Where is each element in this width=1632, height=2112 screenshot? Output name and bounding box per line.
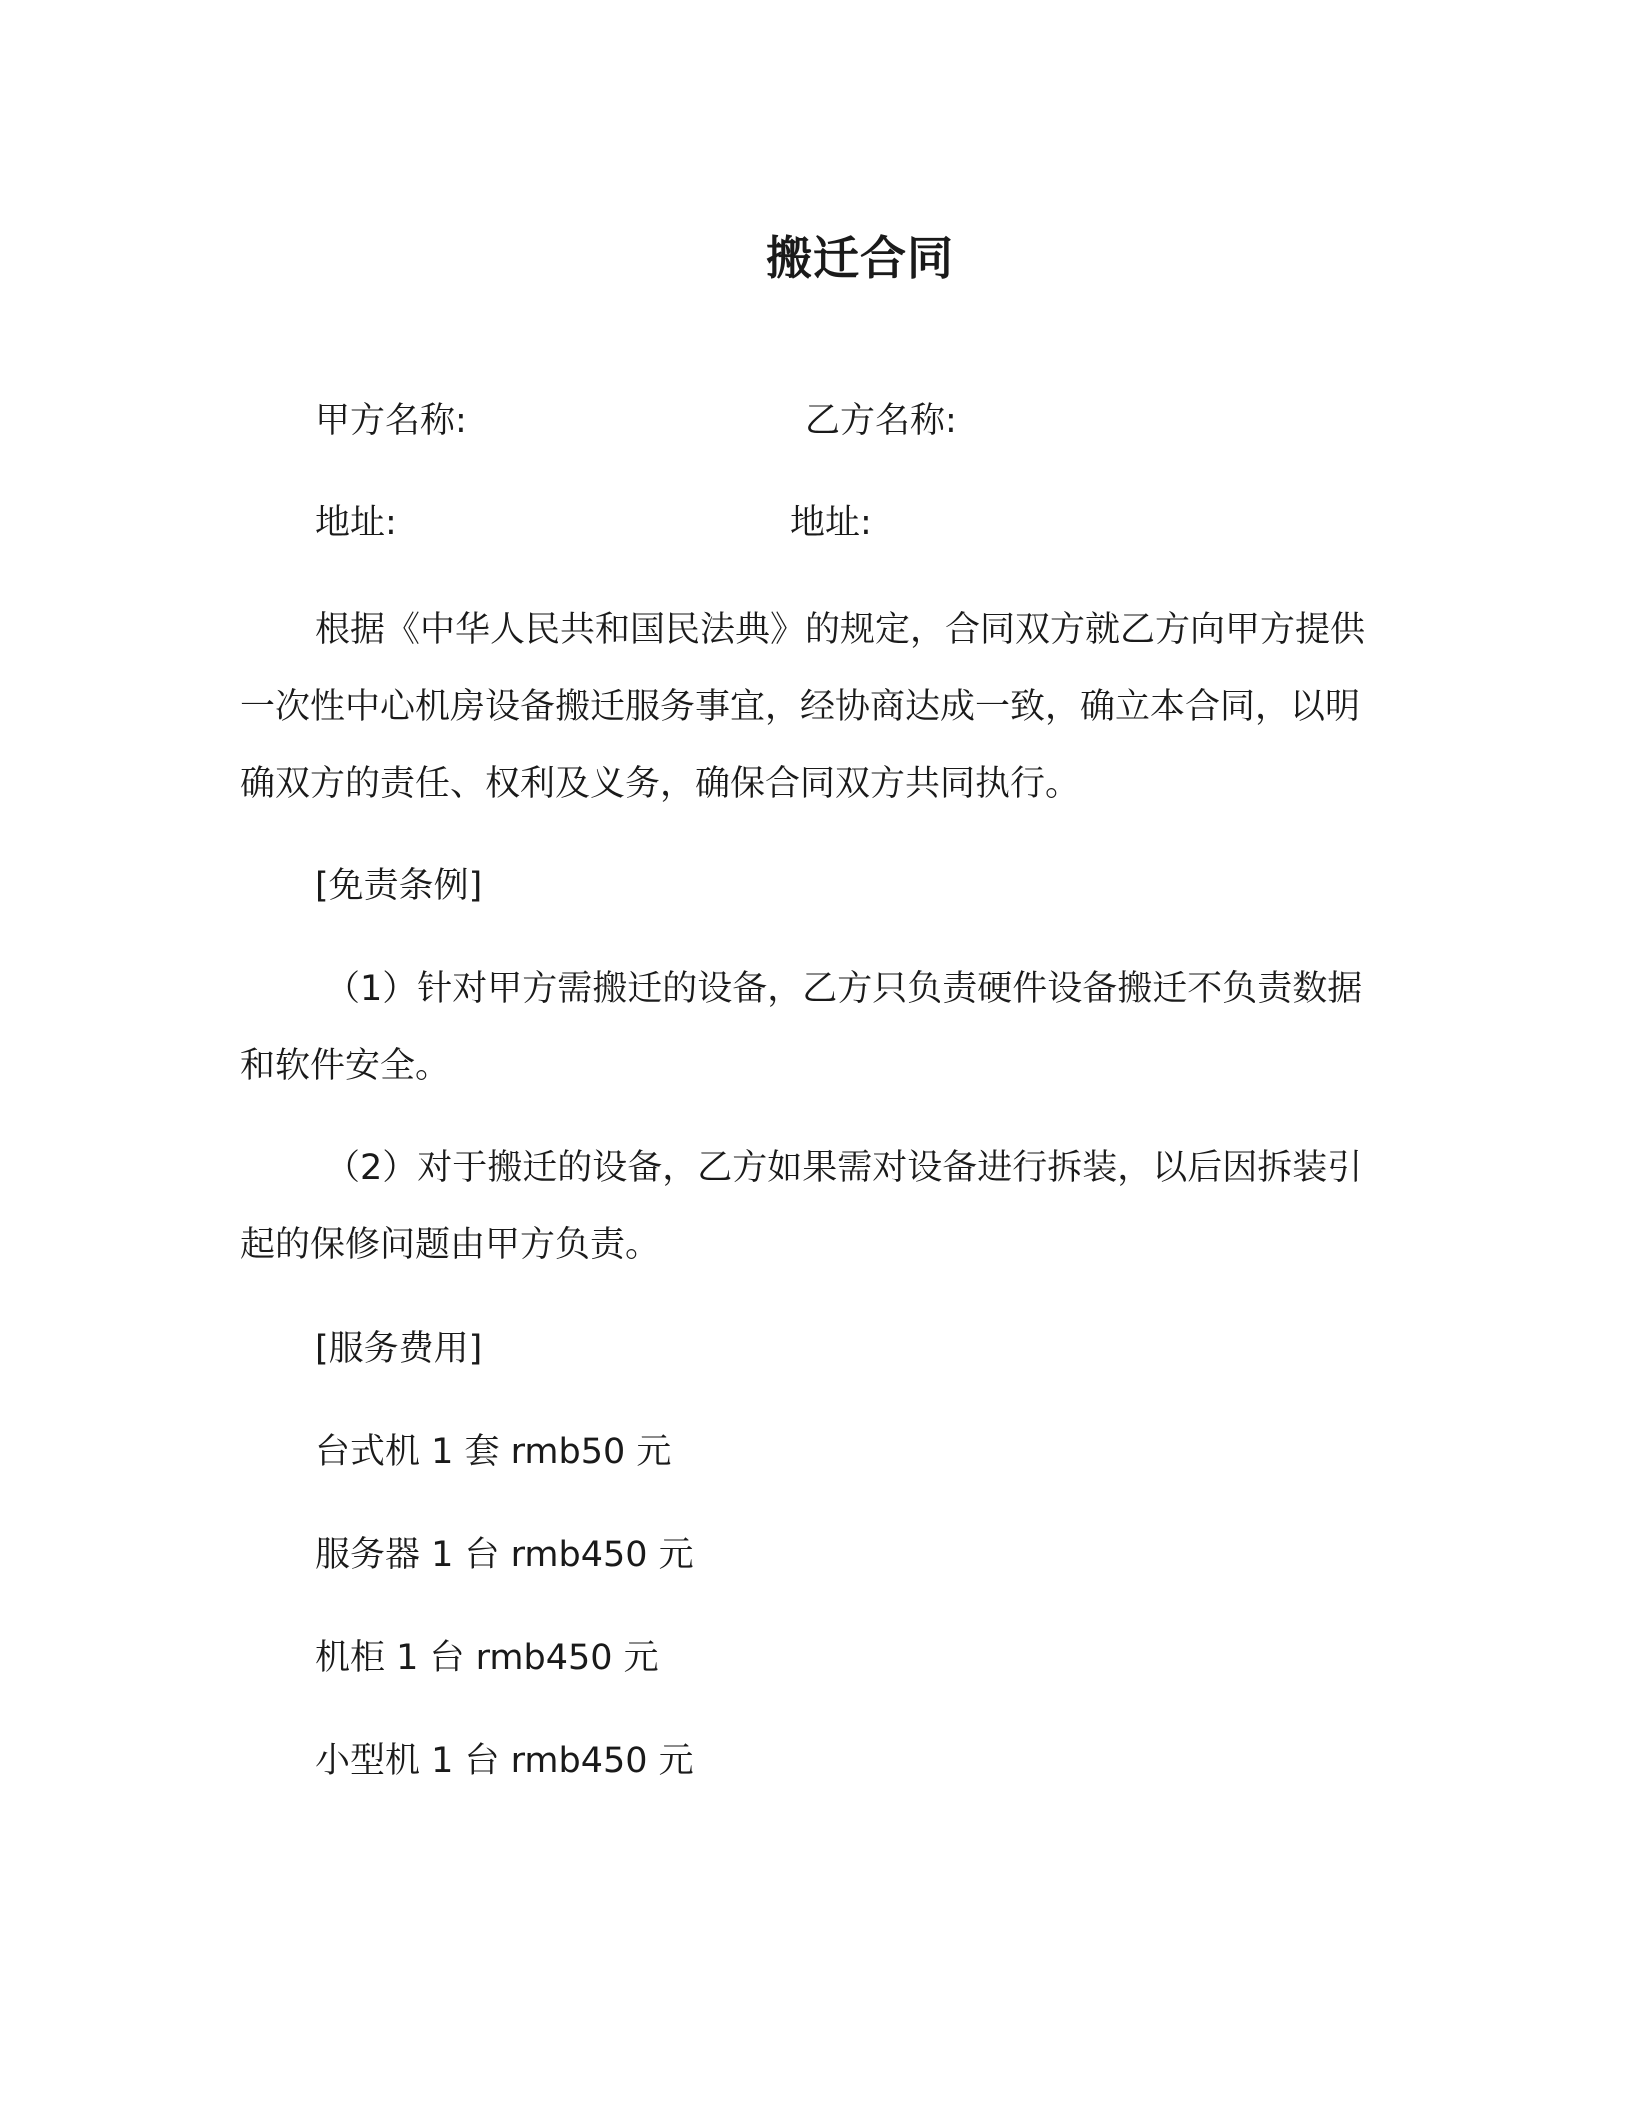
intro-paragraph: 根据《中华人民共和国民法典》的规定，合同双方就乙方向甲方提供一次性中心机房设备搬迁服务事宜，经协商达成一致，确立本合同，以明确双方的责任、权利及义务，确保合同双方共同执行。 <box>240 610 1366 804</box>
fee-item: 服务器 1 台 rmb450 元 <box>315 1535 694 1575</box>
party-b-name-label: 乙方名称: <box>805 401 957 441</box>
disclaimer-heading: [免责条例] <box>315 866 483 906</box>
clause-2: （2）对于搬迁的设备，乙方如果需对设备进行拆装，以后因拆装引起的保修问题由甲方负责。 <box>240 1148 1363 1265</box>
document-title: 搬迁合同 <box>766 231 954 285</box>
party-b-address-label: 地址: <box>790 503 872 543</box>
fee-item: 机柜 1 台 rmb450 元 <box>315 1638 659 1678</box>
party-a-name-label: 甲方名称: <box>315 401 467 441</box>
party-a-address-label: 地址: <box>315 503 397 543</box>
fee-item: 小型机 1 台 rmb450 元 <box>315 1741 694 1781</box>
fee-heading: [服务费用] <box>315 1329 483 1369</box>
clause-1: （1）针对甲方需搬迁的设备，乙方只负责硬件设备搬迁不负责数据和软件安全。 <box>240 969 1363 1086</box>
fee-item: 台式机 1 套 rmb50 元 <box>315 1432 672 1472</box>
